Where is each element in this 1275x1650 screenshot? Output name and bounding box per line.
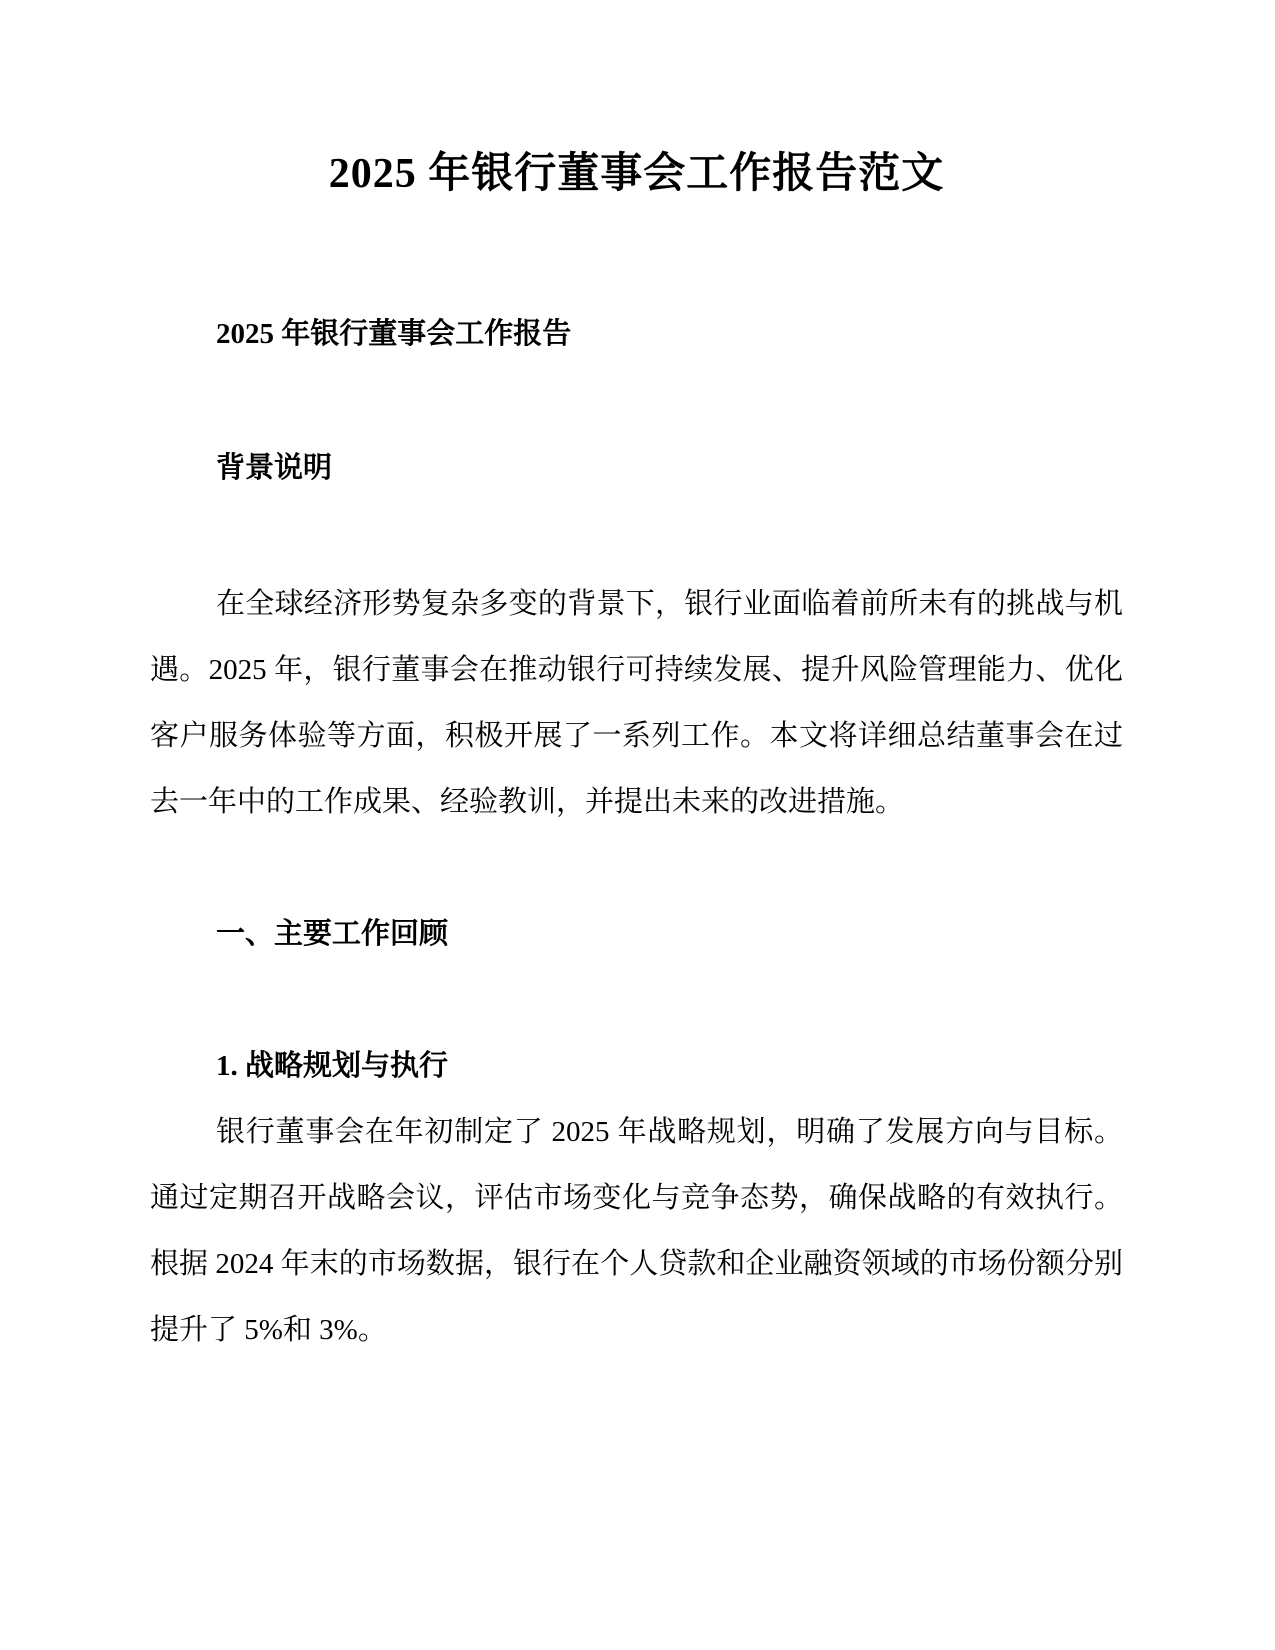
paragraph-strategy: 银行董事会在年初制定了 2025 年战略规划，明确了发展方向与目标。通过定期召开战略会议，评估市场变化与竞争态势，确保战略的有效执行。根据 2024 年末的市场数据，银行在个人贷款和企业融资领域的市场份额分别提升了 5%和 3%。	[150, 1116, 1123, 1346]
document-title: 2025 年银行董事会工作报告范文	[328, 151, 945, 197]
subsection-heading-strategy: 1. 战略规划与执行	[216, 1050, 449, 1082]
paragraph-background: 在全球经济形势复杂多变的背景下，银行业面临着前所未有的挑战与机遇。2025 年，银行董事会在推动银行可持续发展、提升风险管理能力、优化客户服务体验等方面，积极开展了一系列工作。本文将详细总结董事会在过去一年中的工作成果、经验教训，并提出未来的改进措施。	[150, 588, 1123, 818]
section-heading-main-review: 一、主要工作回顾	[216, 918, 449, 950]
document-subtitle: 2025 年银行董事会工作报告	[216, 318, 572, 350]
section-heading-background: 背景说明	[216, 452, 333, 484]
